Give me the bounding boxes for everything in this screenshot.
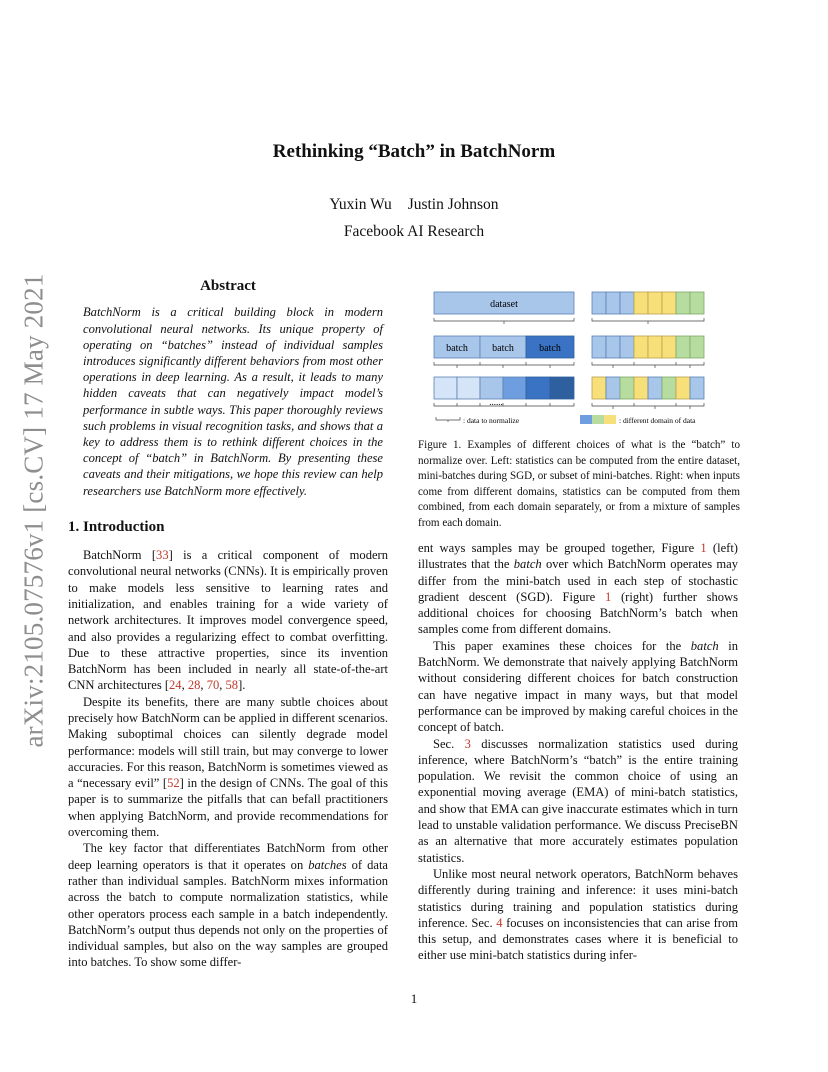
paragraph: This paper examines these choices for the batch in BatchNorm. We demonstrate that naively applying BatchNorm without considering different choices for batch construction can have negative impact in many ways, but that model performance can be improved by making careful choices in the concept of batch. [418,638,738,735]
paragraph: The key factor that differentiates BatchNorm from other deep learning operators is that it operates on batches of data rather than individual samples. BatchNorm mixes information across the batch to compute normalization statistics, while other operators process each sample in a batch independently. BatchNorm’s output thus depends not only on the properties of individual samples, but also on the way samples are grouped into batches. To show some differ- [68,841,388,970]
author-list [0,196,828,214]
caption-text: Figure 1. Examples of different choices of what is the “batch” to normalize over. Left: statistics can be computed from the entire dataset, mini-batches during SGD, or subset of mini-batches. Right: when inputs come from different domains, statistics can be computed from them combined, from each domain separately, or from a mixture of samples from each domain. [418,439,740,529]
citation-link[interactable]: 58 [225,678,239,693]
legend-right: : different domain of data [619,416,696,425]
subbatch-block [480,377,503,399]
arxiv-stamp [12,260,57,760]
batch-label: batch [446,343,468,354]
batch-diagram [418,282,740,430]
figure-link[interactable]: 1 [604,589,612,604]
paragraph: BatchNorm [33] is a critical component of modern convolutional neural networks (CNNs). It is empirically proven to make models less sensitive to learning rates and initialization, and enables training for a wide variety of network architectures. It improves model convergence speed, and also provides a regularizing effect to combat overfitting. Due to these attractive properties, since its invention BatchNorm has been included in nearly all state-of-the-art CNN architectures [24, 28, 70, 58]. [68,548,388,693]
domain-row-mixed [592,377,704,409]
right-column [418,540,738,964]
bracket [434,362,574,368]
subbatch-block [526,377,550,399]
subbatch-block [550,377,574,399]
bracket [434,318,574,324]
abstract-heading: Abstract [200,278,256,294]
paper-title: Rethinking “Batch” in BatchNorm [272,141,556,162]
batch-label: batch [492,343,514,354]
domain-row-separate [592,336,704,368]
affiliation: Facebook AI Research [343,223,485,240]
author-name: Yuxin Wu [329,196,392,213]
arxiv-stamp-text: arXiv:2105.07576v1 [cs.CV] 17 May 2021 [19,272,49,748]
citation-link[interactable]: 24 [169,678,182,693]
dataset-label: dataset [490,299,518,310]
figure-caption [418,438,740,532]
citation-link[interactable]: 33 [156,548,169,563]
abstract-text: BatchNorm is a critical building block in modern convolutional neural networks. Its unique property of operating on “batches” instead of individual samples introduces significantly different behaviors from most other operations in deep learning. As a result, it leads to many hidden caveats that can negatively impact model’s performance in subtle ways. This paper thoroughly reviews such problems in visual recognition tasks, and shows that a key to address them is to rethink different choices in the concept of “batch” in BatchNorm. By presenting these caveats and their mitigations, we hope this review can help researchers use BatchNorm more effectively. [83,305,383,498]
citation-link[interactable]: 52 [167,776,180,791]
subbatch-block [503,377,526,399]
paragraph: ent ways samples may be grouped together, Figure 1 (left) illustrates that the batch over which BatchNorm operates may differ from the mini-batch used in each step of stochastic gradient descent (SGD). Figure 1 (right) further shows additional choices for choosing BatchNorm’s batch when samples come from different domains. [418,541,738,637]
citation-link[interactable]: 70 [206,678,220,693]
figure-link[interactable]: 1 [700,541,707,555]
page-number: 1 [410,991,418,1006]
legend-swatch [604,415,616,424]
citation-link[interactable]: 28 [187,678,201,693]
legend-swatch [592,415,604,424]
domain-row-combined [592,292,704,324]
subbatch-block [434,377,457,399]
section-link[interactable]: 3 [464,736,471,751]
section-link[interactable]: 4 [496,915,503,930]
legend-swatch [580,415,592,424]
subbatch-block [457,377,480,399]
legend-bracket-icon [436,417,460,422]
paragraph: Despite its benefits, there are many subtle choices about precisely how BatchNorm can be applied in different scenarios. Making suboptimal choices can silently degrade model performance: models will still train, but may converge to lower accuracies. For this reason, BatchNorm is sometimes viewed as a “necessary evil” [52] in the design of CNNs. The goal of this paper is to summarize the pitfalls that can befall practitioners when applying BatchNorm, and provide recommendations for overcoming them. [68,694,388,840]
paragraph: Sec. 3 discusses normalization statistics used during inference, where BatchNorm’s “batch” is the entire training population. We revisit the common choice of using an exponential moving average (EMA) of mini-batch statistics, and show that EMA can give inaccurate estimates which in turn lead to unstable validation performance. We discuss PreciseBN as an alternative that more accurately estimates population statistics. [418,736,738,865]
left-column [68,278,388,971]
ellipsis: ...... [489,397,503,407]
legend-left: : data to normalize [463,416,520,425]
figure-1 [418,282,740,532]
section-heading: 1. Introduction [68,518,165,535]
bracket [434,403,574,406]
author-name: Justin Johnson [407,196,499,213]
batch-label: batch [539,343,561,354]
abstract-body [68,304,388,498]
paragraph: Unlike most neural network operators, BatchNorm behaves differently during training and inference: it uses mini-batch statistics during training and population statistics during inference. Sec. 4 focuses on inconsistencies that can arise from this setup, and demonstrates cases where it is beneficial to either use mini-batch statistics during infer- [418,866,738,963]
